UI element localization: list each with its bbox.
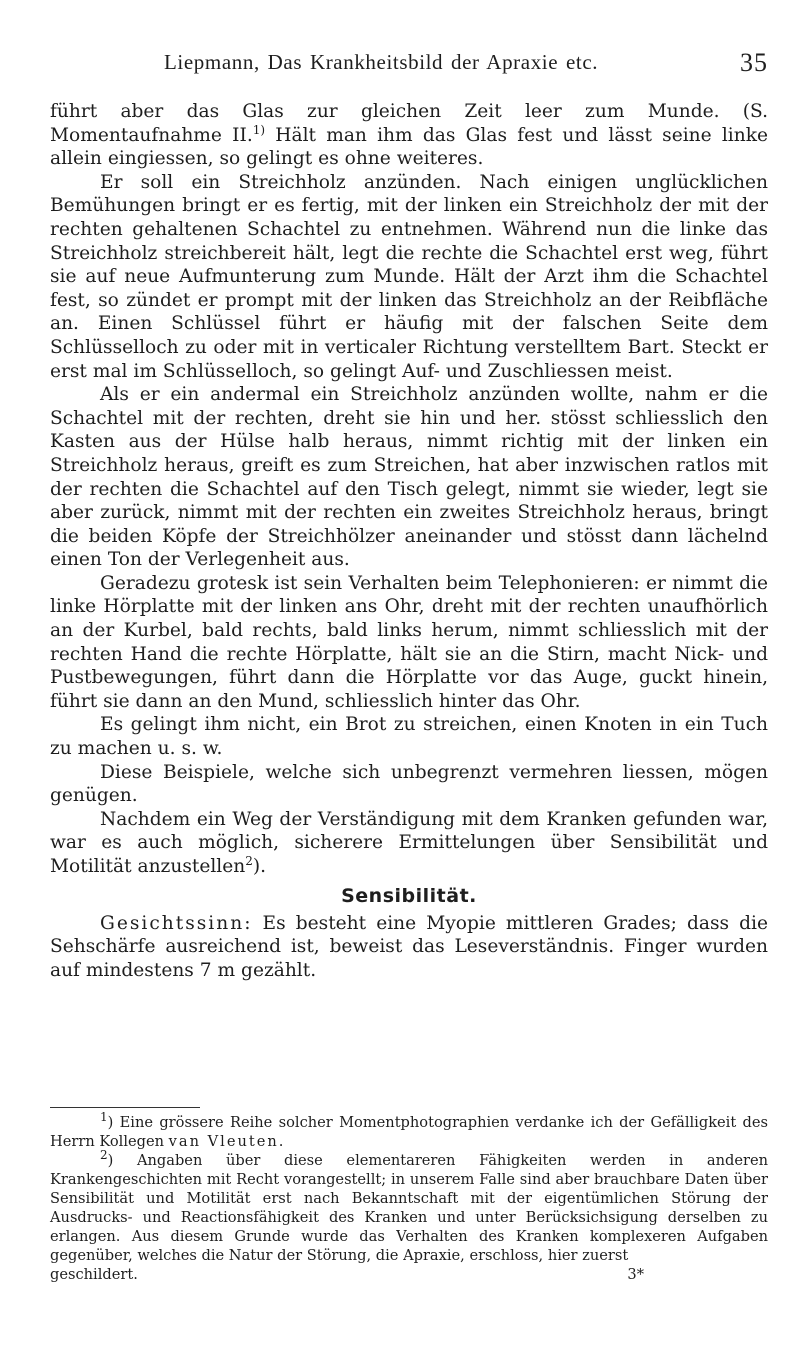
running-head: Liepmann, Das Krankheitsbild der Apraxie etc. — [164, 50, 599, 74]
footnote-text: geschildert. — [50, 1266, 138, 1283]
spaced-term: Gesichtssinn: — [100, 912, 253, 934]
footnote-mark: 1 — [100, 1110, 108, 1125]
paragraph: Geradezu grotesk ist sein Verhalten beim Telephonieren: er nimmt die linke Hörplatte mit der linken ans Ohr, dreht mit der rechten unaufhörlich an der Kurbel, bald rechts, bald links herum, nimmt schliesslich mit der rechten Hand die rechte Hörplatte, hält sie an die Stirn, macht Nick- und Pustbewegungen, führt dann die Hörplatte vor das Auge, guckt hinein, führt sie dann an den Mund, schliesslich hinter das Ohr. — [50, 572, 768, 712]
footnote-last-line — [50, 1265, 768, 1284]
spaced-name: van Vleuten — [168, 1133, 279, 1150]
paragraph-text: Es besteht eine Myopie mittleren Grades; dass die Sehschärfe ausreichend ist, beweist das Leseverständnis. Finger wurden auf mindestens 7 m gezählt. — [50, 912, 768, 981]
paragraph — [50, 912, 768, 983]
footnote-text: ) Angaben über diese elementareren Fähigkeiten werden in anderen Krankengeschichten mit Recht vorangestellt; in unserem Falle sind aber brauchbare Daten über Sensibilität und Motilität erst nach Bekanntschaft mit der eigentümlichen Störung der Ausdrucks- und Reactionsfähigkeit des Kranken und unter Berücksichsigung derselben zu erlangen. Aus diesem Grunde wurde das Verhalten des Kranken komplexeren Aufgaben gegenüber, welches die Natur der Störung, die Apraxie, erschloss, hier zuerst — [50, 1152, 768, 1264]
footnote-mark: 2 — [100, 1148, 108, 1163]
paragraph — [50, 808, 768, 879]
footnote — [50, 1110, 768, 1151]
page-number: 35 — [740, 48, 768, 77]
paragraph: Diese Beispiele, welche sich unbegrenzt vermehren liessen, mögen genügen. — [50, 761, 768, 807]
paragraph: Als er ein andermal ein Streichholz anzünden wollte, nahm er die Schachtel mit der rechten, dreht sie hin und her. stösst schliesslich den Kasten aus der Hülse halb heraus, nimmt richtig mit der linken ein Streichholz heraus, greift es zum Streichen, hat aber inzwischen ratlos mit der rechten die Schachtel auf den Tisch gelegt, nimmt sie wieder, legt sie aber zurück, nimmt mit der rechten ein zweites Streichholz heraus, bringt die beiden Köpfe der Streichhölzer aneinander und stösst dann lächelnd einen Ton der Verlegenheit aus. — [50, 384, 768, 571]
paragraph-text: Nachdem ein Weg der Verständigung mit dem Kranken gefunden war, war es auch möglich, sicherere Ermittelungen über Sensibilität und Motilität anzustellen — [50, 808, 768, 877]
footnotes — [50, 1110, 768, 1284]
footnote-text: . — [278, 1133, 284, 1150]
footnote-rule — [50, 1107, 200, 1108]
paragraph-text: ). — [252, 856, 267, 877]
body-text — [50, 100, 768, 982]
footnote-text: ) Eine grössere Reihe solcher Momentphotographien verdanke ich der Gefälligkeit des Herrn Kollegen — [50, 1114, 768, 1150]
page-header — [50, 46, 768, 86]
paragraph: Es gelingt ihm nicht, ein Brot zu streichen, einen Knoten in ein Tuch zu machen u. s. w. — [50, 714, 768, 760]
paragraph-text: führt aber das Glas zur gleichen Zeit leer zum Munde. (S. Momentaufnahme II. — [50, 101, 768, 146]
footnote — [50, 1148, 768, 1265]
paragraph: Er soll ein Streichholz anzünden. Nach einigen unglücklichen Bemühungen bringt er es fertig, mit der linken ein Streichholz der mit der rechten gehaltenen Schachtel zu entnehmen. Während nun die linke das Streichholz streichbereit hält, legt die rechte die Schachtel erst weg, führt sie auf neue Aufmunterung zum Munde. Hält der Arzt ihm die Schachtel fest, so zündet er prompt mit der linken das Streichholz an der Reibfläche an. Einen Schlüssel führt er häufig mit der falschen Seite dem Schlüsselloch zu oder mit in verticaler Richtung verstelltem Bart. Steckt er erst mal im Schlüsselloch, so gelingt Auf- und Zuschliessen meist. — [50, 171, 768, 382]
footnote-reference: 1) — [252, 122, 266, 137]
section-heading: Sensibilität. — [341, 884, 477, 907]
paragraph-text: Hält man ihm das Glas fest und lässt seine linke allein eingiessen, so gelingt es ohne weiteres. — [50, 124, 768, 170]
signature-mark: 3* — [627, 1266, 644, 1283]
footnote-reference: 2 — [245, 853, 253, 868]
paragraph — [50, 100, 768, 171]
